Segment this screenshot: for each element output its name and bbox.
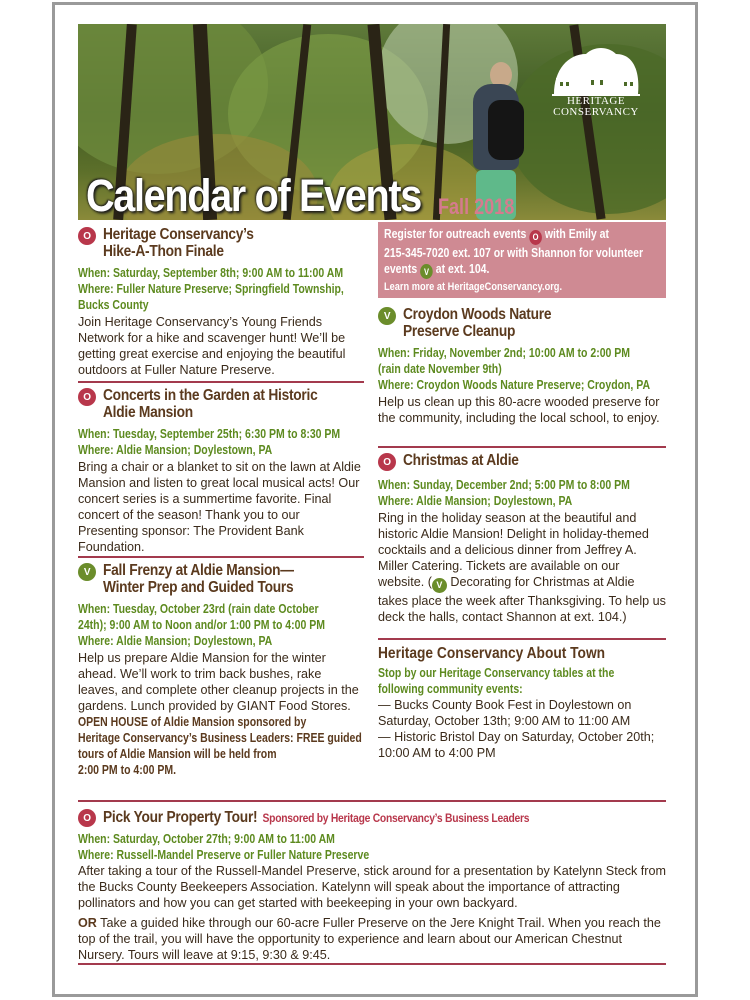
registration-info-box: Register for outreach events O with Emily at 215-345-7020 ext. 107 or with Shannon for volunteer events V at ext. 104. Learn more at HeritageConservancy.org.	[378, 222, 666, 298]
divider	[378, 638, 666, 640]
outreach-badge-icon: O	[78, 809, 96, 827]
list-item: — Historic Bristol Day on Saturday, October 20th; 10:00 AM to 4:00 PM	[378, 730, 655, 760]
divider	[78, 963, 666, 965]
event-description: Help us clean up this 80-acre wooded preserve for the community, including the local school, to enjoy.	[378, 395, 660, 425]
list-item: — Bucks County Book Fest in Doylestown on Saturday, October 13th; 9:00 AM to 11:00 AM	[378, 698, 632, 728]
event-where: Where: Aldie Mansion; Doylestown, PA	[78, 443, 273, 457]
event-when: When: Tuesday, September 25th; 6:30 PM to 8:30 PM	[78, 427, 341, 441]
event-where: Where: Aldie Mansion; Doylestown, PA	[378, 494, 573, 508]
event-title: Heritage Conservancy’s	[103, 226, 254, 243]
event-where: Where: Croydon Woods Nature Preserve; Croydon, PA	[378, 378, 651, 392]
section-title: Heritage Conservancy About Town	[378, 645, 606, 662]
open-house-note: OPEN HOUSE of Aldie Mansion sponsored by	[78, 715, 307, 729]
page-title: Calendar of Events	[86, 170, 421, 221]
event-property-tour	[78, 808, 666, 963]
divider	[78, 556, 364, 558]
event-hike-a-thon: O Heritage Conservancy’s Hike-A-Thon Finale When: Saturday, September 8th; 9:00 AM to 11:00 AM Where: Fuller Nature Preserve; Springfield Township, Bucks County Join Heritage Conservancy’s Young Friends Network for a hike and scavenger hunt! We’ll be getting great exercise and enjoying the beautiful outdoors at Fuller Nature Preserve.	[78, 226, 362, 378]
volunteer-badge-icon: V	[78, 563, 96, 581]
outreach-badge-icon: O	[78, 227, 96, 245]
divider	[378, 446, 666, 448]
divider	[78, 800, 666, 802]
logo-text: HERITAGE CONSERVANCY	[553, 95, 639, 118]
event-when: When: Sunday, December 2nd; 5:00 PM to 8:00 PM	[378, 478, 630, 492]
event-where: Where: Aldie Mansion; Doylestown, PA	[78, 634, 273, 648]
volunteer-badge-icon: V	[378, 307, 396, 325]
divider	[78, 381, 364, 383]
event-description: Ring in the holiday season at the beautiful and historic Aldie Mansion! Delight in holiday-themed cocktails and a delicious dinner from Jeffrey A. Miller Catering. Tickets are available on our website. ( V Decorating for Christmas at Aldie takes place the week after Thanksgiving. To help us deck the halls, contact Shannon at ext. 104.)	[378, 511, 666, 624]
event-description: After taking a tour of the Russell-Mandel Preserve, stick around for a presentation by Katelynn Steck from the Bucks County Beekeepers Association. Katelynn will speak about the importance of attracting pollinators and how you can get started with beekeeping in your own backyard.	[78, 864, 666, 910]
about-town-section: Heritage Conservancy About Town Stop by our Heritage Conservancy tables at the following community events: — Bucks County Book Fest in Doylestown on Saturday, October 13th; 9:00 AM to 11:00 AM — Historic Bristol Day on Saturday, October 20th; 10:00 AM to 4:00 PM	[378, 645, 666, 761]
event-title: Concerts in the Garden at Historic	[103, 387, 318, 404]
event-when: When: Tuesday, October 23rd (rain date October	[78, 602, 319, 616]
outreach-badge-icon: O	[529, 230, 542, 245]
volunteer-badge-icon: V	[420, 264, 433, 279]
event-title: Christmas at Aldie	[403, 452, 519, 469]
event-where: Where: Fuller Nature Preserve; Springfield Township,	[78, 282, 344, 296]
event-description: Bring a chair or a blanket to sit on the lawn at Aldie Mansion and listen to great local musical acts! Our concert series is a summertime favorite. Final concert of the season! Thank you to our Presenting sponsor: The Provident Bank Foundation.	[78, 460, 361, 554]
volunteer-badge-icon: V	[432, 578, 447, 593]
event-christmas	[378, 452, 666, 625]
event-when: When: Saturday, September 8th; 9:00 AM to 11:00 AM	[78, 266, 344, 280]
event-when: When: Saturday, October 27th; 9:00 AM to 11:00 AM	[78, 832, 335, 846]
event-title: Croydon Woods Nature	[403, 306, 552, 323]
outreach-badge-icon: O	[78, 388, 96, 406]
event-description: Join Heritage Conservancy’s Young Friends Network for a hike and scavenger hunt! We’ll be getting great exercise and enjoying the beautiful outdoors at Fuller Nature Preserve.	[78, 315, 346, 377]
event-croydon-cleanup: V Croydon Woods Nature Preserve Cleanup When: Friday, November 2nd; 10:00 AM to 2:00 PM (rain date November 9th) Where: Croydon Woods Nature Preserve; Croydon, PA Help us clean up this 80-acre wooded preserve for the community, including the local school, to enjoy.	[378, 306, 666, 426]
event-when: When: Friday, November 2nd; 10:00 AM to 2:00 PM	[378, 346, 631, 360]
event-description: Help us prepare Aldie Mansion for the winter ahead. We’ll work to trim back bushes, rake leaves, and complete other cleanup projects in the gardens. Lunch provided by GIANT Food Stores.	[78, 651, 359, 713]
event-concerts: O Concerts in the Garden at Historic Aldie Mansion When: Tuesday, September 25th; 6:30 PM to 8:30 PM Where: Aldie Mansion; Doylestown, PA Bring a chair or a blanket to sit on the lawn at Aldie Mansion and listen to great local musical acts! Our concert series is a summertime favorite. Final concert of the season! Thank you to our Presenting sponsor: The Provident Bank Foundation.	[78, 387, 361, 554]
event-title: Fall Frenzy at Aldie Mansion—	[103, 562, 294, 579]
season-label: Fall 2018	[438, 194, 515, 219]
sponsor-note: Sponsored by Heritage Conservancy’s Business Leaders	[262, 810, 530, 825]
outreach-badge-icon: O	[378, 453, 396, 471]
website-link[interactable]: Learn more at HeritageConservancy.org.	[384, 281, 563, 293]
event-title: Pick Your Property Tour!	[103, 808, 258, 826]
event-where: Where: Russell-Mandel Preserve or Fuller Nature Preserve	[78, 848, 370, 862]
event-fall-frenzy: V Fall Frenzy at Aldie Mansion— Winter Prep and Guided Tours When: Tuesday, October 23rd (rain date October 24th); 9:00 AM to Noon and/or 1:00 PM to 4:00 PM Where: Aldie Mansion; Doylestown, PA Help us prepare Aldie Mansion for the winter ahead. We’ll work to trim back bushes, rake leaves, and complete other cleanup projects in the gardens. Lunch provided by GIANT Food Stores. OPEN HOUSE of Aldie Mansion sponsored by Heritage Conservancy’s Business Leaders: FREE guided tours of Aldie Mansion will be held from 2:00 PM to 4:00 PM.	[78, 562, 362, 777]
event-description-alt: OR Take a guided hike through our 60-acre Fuller Preserve on the Jere Knight Trail. When you reach the top of the trail, you will have the opportunity to experience and learn about our American Chestnut Nursery. Tours will leave at 9:15, 9:30 & 9:45.	[78, 916, 661, 962]
